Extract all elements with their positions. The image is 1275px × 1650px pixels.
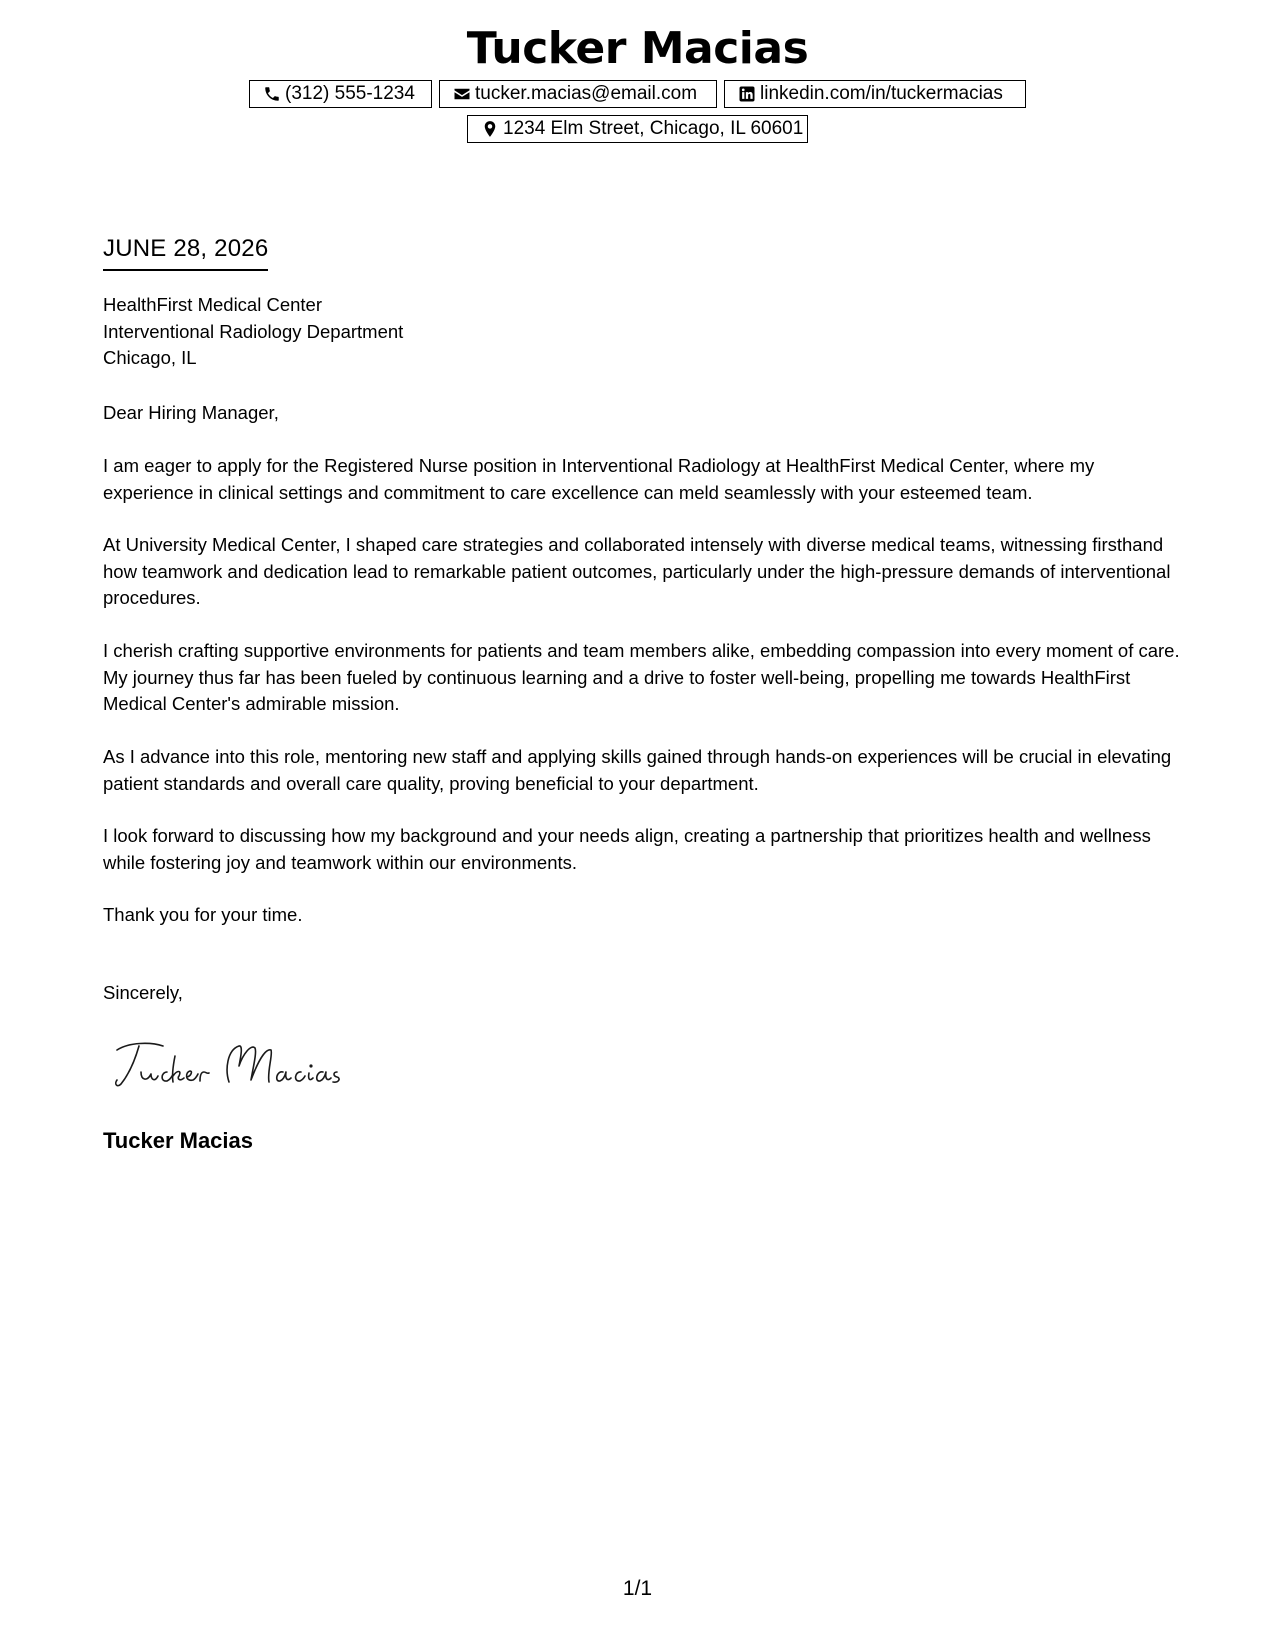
body-paragraph: As I advance into this role, mentoring new staff and applying skills gained through hands-on experiences will be crucial in elevating patient standards and overall care quality, proving beneficial to your department. <box>103 746 1172 794</box>
body-paragraph: I look forward to discussing how my background and your needs align, creating a partnership that prioritizes health and wellness while fostering joy and teamwork within our environments. <box>103 825 1151 873</box>
salutation: Dear Hiring Manager, <box>103 402 279 423</box>
body-paragraph: I cherish crafting supportive environments for patients and team members alike, embedding compassion into every moment of care. My journey thus far has been fueled by continuous learning and a drive to foster well-being, propelling me towards HealthFirst Medical Center's admirable mission. <box>103 640 1180 714</box>
phone-icon <box>263 85 281 103</box>
recipient-block <box>103 292 403 372</box>
phone-chip[interactable] <box>249 80 432 108</box>
address-chip <box>467 115 808 143</box>
signer-name: Tucker Macias <box>103 1128 254 1153</box>
linkedin-icon <box>738 85 756 103</box>
letter-date: JUNE 28, 2026 <box>103 233 268 271</box>
thanks-line: Thank you for your time. <box>103 904 303 925</box>
address-text: 1234 Elm Street, Chicago, IL 60601 <box>503 118 804 139</box>
page-number: 1/1 <box>622 1577 653 1600</box>
linkedin-text: linkedin.com/in/tuckermacias <box>760 83 1003 104</box>
closing-line: Sincerely, <box>103 982 183 1003</box>
recipient-location: Chicago, IL <box>103 347 197 368</box>
body-paragraph: At University Medical Center, I shaped care strategies and collaborated intensely with diverse medical teams, witnessing firsthand how teamwork and dedication lead to remarkable patient outcomes, particularly under the high-pressure demands of interventional procedures. <box>103 534 1171 608</box>
recipient-organization: HealthFirst Medical Center <box>103 294 322 315</box>
linkedin-chip[interactable] <box>724 80 1026 108</box>
map-marker-icon <box>481 120 499 138</box>
recipient-department: Interventional Radiology Department <box>103 320 404 342</box>
phone-text: (312) 555-1234 <box>285 83 415 104</box>
email-chip[interactable] <box>439 80 717 108</box>
letter-header <box>0 20 1275 143</box>
email-text: tucker.macias@email.com <box>475 83 698 104</box>
contact-row-primary <box>0 80 1275 108</box>
body-paragraph: I am eager to apply for the Registered Nurse position in Interventional Radiology at HealthFirst Medical Center, where my experience in clinical settings and commitment to care excellence can meld seamlessly with your esteemed team. <box>103 455 1095 503</box>
contact-row-secondary <box>0 115 1275 143</box>
applicant-name: Tucker Macias <box>466 23 809 74</box>
handwritten-signature <box>111 1036 361 1096</box>
envelope-icon <box>453 85 471 103</box>
